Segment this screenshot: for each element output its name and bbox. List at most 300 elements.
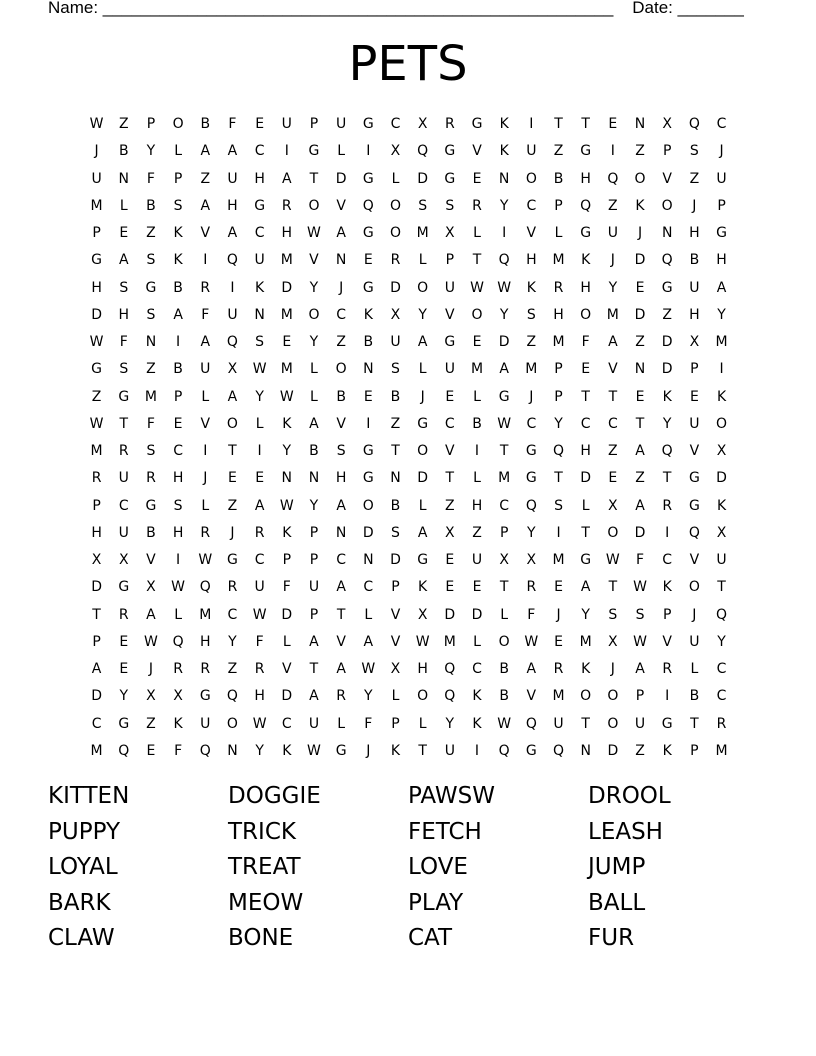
grid-letter: F xyxy=(146,415,155,432)
grid-letter: X xyxy=(227,361,238,378)
word-bank-item: FETCH xyxy=(408,818,482,845)
grid-letter: U xyxy=(444,361,455,378)
grid-letter: Z xyxy=(689,170,700,187)
grid-letter: U xyxy=(689,279,700,296)
grid-letter: F xyxy=(255,633,264,650)
grid-letter: A xyxy=(336,225,346,242)
grid-letter: O xyxy=(335,361,347,378)
grid-letter: M xyxy=(90,742,103,759)
grid-letter: U xyxy=(118,524,129,541)
word-bank-item: PAWSW xyxy=(408,783,495,809)
grid-letter: W xyxy=(89,415,104,432)
grid-letter: V xyxy=(390,633,401,650)
grid-letter: V xyxy=(336,415,346,432)
grid-letter: U xyxy=(689,633,700,650)
grid-letter: G xyxy=(362,470,374,487)
grid-letter: K xyxy=(282,742,292,759)
grid-letter: J xyxy=(339,279,344,296)
grid-letter: O xyxy=(308,197,320,214)
grid-letter: T xyxy=(391,443,400,460)
grid-letter: W xyxy=(252,606,267,623)
grid-letter: T xyxy=(608,579,618,596)
grid-letter: K xyxy=(282,524,292,541)
grid-letter: A xyxy=(635,497,645,514)
grid-letter: D xyxy=(362,524,374,541)
grid-letter: P xyxy=(391,579,400,596)
grid-letter: R xyxy=(390,252,401,269)
grid-letter: N xyxy=(661,225,673,242)
grid-letter: S xyxy=(391,361,400,378)
grid-letter: P xyxy=(445,252,455,269)
grid-letter: H xyxy=(553,306,564,323)
grid-letter: C xyxy=(118,497,129,514)
grid-row xyxy=(83,275,735,302)
grid-letter: U xyxy=(526,143,537,160)
grid-letter: G xyxy=(417,552,429,569)
grid-letter: A xyxy=(146,606,156,623)
grid-letter: X xyxy=(716,443,727,460)
grid-letter: G xyxy=(417,415,429,432)
grid-letter: T xyxy=(119,415,129,432)
grid-letter: G xyxy=(688,470,700,487)
grid-row xyxy=(83,493,735,520)
word-bank-item: TRICK xyxy=(228,818,296,845)
grid-letter: V xyxy=(526,225,537,242)
grid-letter: C xyxy=(580,415,591,432)
word-bank-item: LOYAL xyxy=(48,854,118,880)
grid-letter: L xyxy=(201,497,210,514)
grid-letter: F xyxy=(527,606,536,623)
grid-letter: P xyxy=(282,552,292,569)
grid-letter: N xyxy=(363,361,374,378)
grid-row xyxy=(83,656,735,683)
grid-letter: M xyxy=(552,688,565,705)
grid-letter: U xyxy=(716,552,727,569)
grid-letter: V xyxy=(662,633,672,650)
grid-letter: Q xyxy=(580,197,592,214)
grid-letter: X xyxy=(716,524,727,541)
grid-letter: Z xyxy=(227,497,238,514)
grid-letter: L xyxy=(418,361,427,378)
grid-letter: A xyxy=(309,415,319,432)
grid-letter: Q xyxy=(525,715,537,732)
grid-letter: I xyxy=(284,143,289,160)
grid-letter: O xyxy=(308,306,320,323)
grid-letter: X xyxy=(689,334,700,351)
grid-letter: E xyxy=(282,334,292,351)
grid-letter: B xyxy=(336,388,346,405)
grid-letter: G xyxy=(498,388,510,405)
grid-letter: U xyxy=(254,252,265,269)
grid-letter: N xyxy=(634,361,646,378)
grid-letter: P xyxy=(554,361,563,378)
grid-letter: Z xyxy=(146,225,156,242)
grid-letter: R xyxy=(553,279,564,296)
grid-letter: B xyxy=(689,688,700,705)
grid-letter: S xyxy=(526,306,536,323)
grid-letter: Q xyxy=(688,524,700,541)
grid-letter: T xyxy=(499,579,509,596)
grid-row xyxy=(83,629,735,656)
grid-row xyxy=(83,247,735,274)
grid-letter: Q xyxy=(498,742,510,759)
grid-letter: P xyxy=(92,225,101,242)
grid-letter: G xyxy=(118,579,130,596)
grid-letter: E xyxy=(445,579,455,596)
grid-letter: H xyxy=(172,470,184,487)
grid-letter: O xyxy=(498,633,510,650)
grid-letter: B xyxy=(146,197,156,214)
grid-letter: T xyxy=(499,443,509,460)
grid-letter: C xyxy=(254,143,265,160)
grid-letter: M xyxy=(525,361,538,378)
word-bank-item: PLAY xyxy=(408,889,464,916)
grid-letter: M xyxy=(715,742,728,759)
grid-letter: A xyxy=(363,633,374,650)
grid-letter: S xyxy=(119,279,129,296)
grid-letter: E xyxy=(255,470,265,487)
grid-letter: X xyxy=(118,552,129,569)
grid-letter: P xyxy=(309,552,319,569)
header-spacer xyxy=(613,0,632,17)
grid-letter: W xyxy=(307,225,321,242)
grid-letter: C xyxy=(91,715,102,732)
grid-letter: L xyxy=(473,470,481,487)
grid-letter: D xyxy=(634,252,646,269)
grid-letter: I xyxy=(474,443,480,460)
grid-letter: J xyxy=(529,388,534,405)
grid-letter: U xyxy=(553,715,564,732)
grid-letter: J xyxy=(420,388,425,405)
grid-letter: Q xyxy=(226,334,238,351)
grid-letter: I xyxy=(203,252,208,269)
grid-letter: O xyxy=(607,688,619,705)
grid-letter: A xyxy=(200,197,211,214)
grid-letter: Y xyxy=(146,143,156,160)
grid-letter: Z xyxy=(635,143,645,160)
grid-letter: U xyxy=(200,715,211,732)
grid-letter: N xyxy=(308,470,320,487)
grid-letter: L xyxy=(418,252,427,269)
grid-letter: V xyxy=(200,225,211,242)
grid-letter: E xyxy=(472,579,482,596)
grid-letter: T xyxy=(309,170,319,187)
grid-letter: R xyxy=(118,443,129,460)
grid-letter: U xyxy=(227,306,238,323)
grid-letter: J xyxy=(692,197,697,214)
grid-letter: A xyxy=(336,579,346,596)
grid-letter: J xyxy=(692,606,697,623)
grid-letter: Q xyxy=(172,633,184,650)
grid-letter: C xyxy=(227,606,238,623)
grid-letter: E xyxy=(554,633,563,650)
grid-letter: H xyxy=(254,170,265,187)
grid-letter: C xyxy=(716,661,727,678)
page-title: PETS xyxy=(348,36,468,92)
grid-letter: H xyxy=(281,225,293,242)
grid-letter: Z xyxy=(118,116,129,133)
grid-letter: X xyxy=(608,497,618,514)
grid-letter: K xyxy=(581,661,591,678)
grid-letter: P xyxy=(635,688,645,705)
grid-letter: K xyxy=(390,742,401,759)
grid-letter: I xyxy=(502,225,507,242)
grid-letter: A xyxy=(309,633,319,650)
grid-letter: T xyxy=(717,579,726,596)
grid-letter: S xyxy=(146,252,156,269)
grid-letter: W xyxy=(171,579,186,596)
grid-letter: A xyxy=(282,170,292,187)
grid-letter: E xyxy=(472,334,482,351)
grid-letter: T xyxy=(336,606,346,623)
grid-letter: A xyxy=(580,579,591,596)
grid-letter: R xyxy=(281,197,292,214)
grid-letter: S xyxy=(608,606,618,623)
grid-letter: Q xyxy=(199,742,211,759)
grid-letter: K xyxy=(662,388,672,405)
grid-letter: D xyxy=(471,606,483,623)
grid-letter: M xyxy=(579,633,592,650)
grid-letter: V xyxy=(526,688,537,705)
grid-letter: N xyxy=(281,470,293,487)
grid-letter: Y xyxy=(499,197,509,214)
grid-letter: B xyxy=(363,334,374,351)
grid-letter: T xyxy=(581,388,590,405)
grid-letter: C xyxy=(254,225,265,242)
grid-letter: Y xyxy=(445,715,455,732)
grid-letter: N xyxy=(580,742,591,759)
grid-letter: I xyxy=(176,334,181,351)
grid-letter: A xyxy=(499,361,509,378)
grid-letter: Z xyxy=(472,524,482,541)
grid-letter: L xyxy=(364,606,373,623)
grid-letter: L xyxy=(337,143,346,160)
grid-letter: N xyxy=(335,524,347,541)
grid-letter: Y xyxy=(228,633,237,650)
grid-letter: L xyxy=(554,225,563,242)
grid-letter: Z xyxy=(635,470,645,487)
grid-letter: N xyxy=(498,170,510,187)
grid-letter: Q xyxy=(226,688,238,705)
grid-letter: L xyxy=(201,388,210,405)
grid-letter: R xyxy=(118,606,129,623)
grid-letter: D xyxy=(91,688,102,705)
grid-letter: S xyxy=(146,306,156,323)
grid-letter: R xyxy=(200,524,211,541)
grid-letter: Y xyxy=(309,279,319,296)
grid-letter: W xyxy=(198,552,213,569)
grid-letter: V xyxy=(445,306,455,323)
grid-letter: R xyxy=(173,661,183,678)
grid-letter: I xyxy=(719,361,724,378)
grid-letter: C xyxy=(444,415,455,432)
grid-letter: J xyxy=(610,661,615,678)
grid-letter: W xyxy=(524,633,539,650)
grid-letter: P xyxy=(690,361,699,378)
grid-letter: C xyxy=(662,552,673,569)
grid-letter: K xyxy=(499,116,509,133)
grid-letter: D xyxy=(91,306,102,323)
grid-letter: R xyxy=(716,715,727,732)
word-bank-item: BALL xyxy=(588,889,646,916)
grid-letter: U xyxy=(118,470,129,487)
grid-letter: M xyxy=(416,225,429,242)
grid-letter: T xyxy=(690,715,699,732)
grid-letter: O xyxy=(634,170,646,187)
grid-letter: L xyxy=(337,715,346,732)
grid-letter: G xyxy=(688,497,700,514)
grid-letter: Y xyxy=(255,388,264,405)
grid-letter: C xyxy=(716,116,727,133)
grid-letter: X xyxy=(173,688,183,705)
grid-letter: M xyxy=(715,334,728,351)
grid-letter: N xyxy=(634,116,646,133)
grid-letter: K xyxy=(418,579,428,596)
grid-row xyxy=(83,193,735,220)
grid-letter: G xyxy=(145,497,157,514)
grid-letter: X xyxy=(91,552,102,569)
grid-letter: A xyxy=(417,334,428,351)
grid-letter: Z xyxy=(91,388,102,405)
grid-letter: R xyxy=(662,497,673,514)
grid-letter: D xyxy=(498,334,510,351)
grid-letter: C xyxy=(716,688,727,705)
grid-letter: A xyxy=(200,334,211,351)
grid-letter: R xyxy=(254,661,265,678)
grid-letter: C xyxy=(254,552,265,569)
grid-letter: U xyxy=(444,279,455,296)
grid-letter: Y xyxy=(717,306,726,323)
grid-letter: M xyxy=(606,306,619,323)
grid-letter: K xyxy=(282,415,292,432)
grid-letter: D xyxy=(91,579,102,596)
grid-letter: Z xyxy=(635,742,645,759)
grid-letter: L xyxy=(391,170,400,187)
grid-letter: D xyxy=(390,279,401,296)
grid-letter: Y xyxy=(527,524,536,541)
grid-letter: B xyxy=(689,252,700,269)
grid-letter: M xyxy=(280,361,293,378)
grid-letter: T xyxy=(92,606,101,623)
header xyxy=(48,0,748,20)
grid-letter: O xyxy=(661,197,673,214)
grid-letter: E xyxy=(635,388,645,405)
grid-letter: T xyxy=(418,742,427,759)
grid-letter: G xyxy=(444,334,456,351)
grid-letter: A xyxy=(526,661,537,678)
grid-letter: V xyxy=(146,552,156,569)
grid-letter: C xyxy=(499,497,510,514)
grid-letter: Z xyxy=(200,170,211,187)
grid-letter: K xyxy=(255,279,265,296)
grid-letter: R xyxy=(472,197,482,214)
grid-letter: E xyxy=(228,470,237,487)
grid-letter: G xyxy=(525,470,537,487)
grid-letter: C xyxy=(607,415,618,432)
grid-letter: C xyxy=(472,661,482,678)
grid-letter: L xyxy=(418,497,427,514)
grid-letter: O xyxy=(226,715,238,732)
word-bank xyxy=(48,779,768,957)
grid-letter: X xyxy=(445,225,455,242)
grid-letter: R xyxy=(553,661,564,678)
grid-letter: H xyxy=(91,279,102,296)
grid-letter: H xyxy=(118,306,130,323)
grid-letter: O xyxy=(607,715,619,732)
grid-letter: T xyxy=(554,116,563,133)
grid-letter: D xyxy=(335,170,347,187)
grid-letter: Q xyxy=(525,497,537,514)
grid-letter: P xyxy=(554,388,563,405)
grid-letter: I xyxy=(665,688,670,705)
grid-row xyxy=(83,384,735,411)
grid-letter: G xyxy=(444,170,456,187)
date-label: Date: _______ xyxy=(632,0,744,17)
grid-letter: G xyxy=(227,552,238,569)
grid-letter: Q xyxy=(661,252,673,269)
grid-letter: O xyxy=(607,524,619,541)
grid-letter: E xyxy=(146,742,156,759)
grid-letter: Y xyxy=(309,497,319,514)
grid-letter: W xyxy=(633,633,647,650)
grid-letter: Z xyxy=(526,334,537,351)
grid-letter: R xyxy=(662,661,673,678)
grid-letter: X xyxy=(662,116,672,133)
grid-letter: G xyxy=(580,225,592,242)
grid-letter: O xyxy=(226,415,238,432)
grid-letter: Z xyxy=(608,197,618,214)
grid-letter: O xyxy=(580,688,592,705)
grid-letter: H xyxy=(172,524,184,541)
grid-letter: G xyxy=(254,197,266,214)
grid-letter: M xyxy=(552,334,565,351)
grid-letter: L xyxy=(119,197,128,214)
grid-letter: O xyxy=(362,497,374,514)
grid-letter: N xyxy=(118,170,129,187)
word-bank-item: TREAT xyxy=(228,854,301,880)
word-bank-item: KITTEN xyxy=(48,783,130,809)
grid-letter: B xyxy=(173,279,183,296)
grid-letter: W xyxy=(633,579,647,596)
grid-letter: U xyxy=(200,361,211,378)
word-search-grid xyxy=(83,111,735,765)
grid-letter: E xyxy=(363,388,373,405)
grid-letter: G xyxy=(145,279,157,296)
grid-letter: Q xyxy=(498,252,510,269)
grid-letter: P xyxy=(662,143,672,160)
grid-letter: E xyxy=(363,252,373,269)
grid-letter: D xyxy=(281,688,293,705)
grid-letter: A xyxy=(417,524,428,541)
grid-letter: M xyxy=(90,443,103,460)
grid-letter: K xyxy=(662,742,672,759)
grid-letter: Y xyxy=(581,606,590,623)
grid-letter: J xyxy=(556,606,561,623)
grid-letter: L xyxy=(418,715,427,732)
grid-letter: O xyxy=(389,197,401,214)
grid-letter: T xyxy=(554,470,563,487)
grid-letter: R xyxy=(526,579,537,596)
grid-letter: O xyxy=(471,306,483,323)
grid-letter: Z xyxy=(390,415,401,432)
grid-letter: L xyxy=(581,497,590,514)
grid-letter: J xyxy=(610,252,615,269)
grid-letter: P xyxy=(309,606,319,623)
grid-letter: O xyxy=(172,116,184,133)
grid-letter: M xyxy=(280,252,293,269)
grid-letter: T xyxy=(445,470,455,487)
grid-letter: I xyxy=(257,443,262,460)
